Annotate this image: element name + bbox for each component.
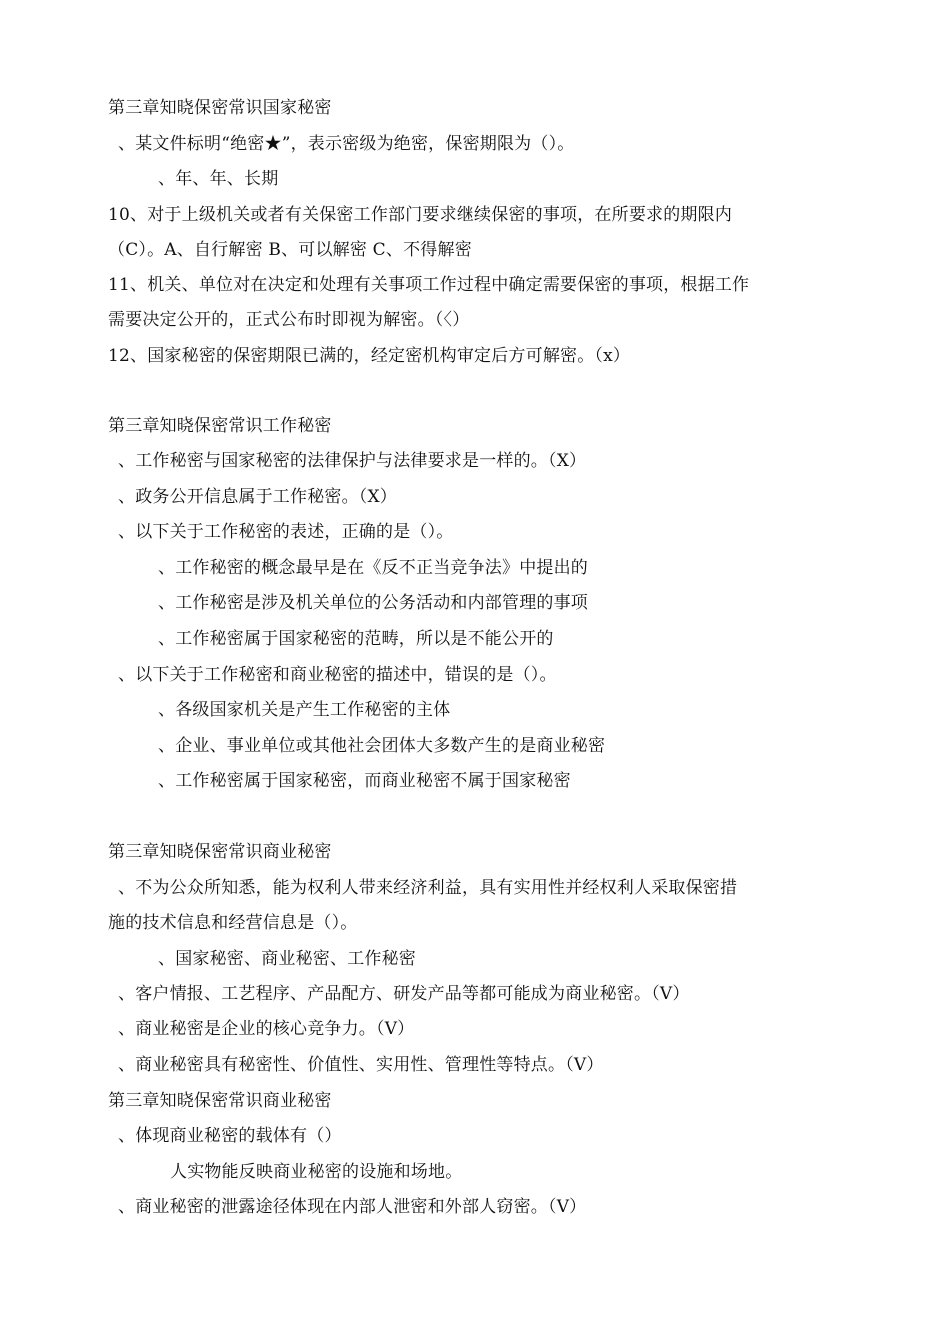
section-heading: 第三章知晓保密常识工作秘密 xyxy=(108,416,332,436)
option-line: 、工作秘密属于国家秘密的范畴，所以是不能公开的 xyxy=(158,629,554,649)
option-line: 、企业、事业单位或其他社会团体大多数产生的是商业秘密 xyxy=(158,736,606,756)
question-line: 施的技术信息和经营信息是（）。 xyxy=(108,913,358,933)
section-heading: 第三章知晓保密常识国家秘密 xyxy=(108,98,332,118)
section-heading: 第三章知晓保密常识商业秘密 xyxy=(108,1091,332,1111)
question-line: 、政务公开信息属于工作秘密。（X） xyxy=(118,487,398,507)
section-heading: 第三章知晓保密常识商业秘密 xyxy=(108,842,332,862)
question-line: 、体现商业秘密的载体有（） xyxy=(118,1126,342,1146)
question-line: 、客户情报、工艺程序、产品配方、研发产品等都可能成为商业秘密。（V） xyxy=(118,984,690,1004)
question-line: 12、国家秘密的保密期限已满的，经定密机构审定后方可解密。（x） xyxy=(108,346,631,366)
option-line: 、工作秘密的概念最早是在《反不正当竞争法》中提出的 xyxy=(158,558,588,578)
option-line: 、各级国家机关是产生工作秘密的主体 xyxy=(158,700,451,720)
question-line: 10、对于上级机关或者有关保密工作部门要求继续保密的事项，在所要求的期限内 xyxy=(108,205,733,225)
question-line: 11、机关、单位对在决定和处理有关事项工作过程中确定需要保密的事项，根据工作 xyxy=(108,275,750,295)
question-line: 、以下关于工作秘密和商业秘密的描述中，错误的是（）。 xyxy=(118,665,557,685)
question-line: 、不为公众所知悉，能为权利人带来经济利益，具有实用性并经权利人采取保密措 xyxy=(118,878,738,898)
question-line: 、工作秘密与国家秘密的法律保护与法律要求是一样的。（X） xyxy=(118,451,587,471)
option-line: 、工作秘密属于国家秘密，而商业秘密不属于国家秘密 xyxy=(158,771,571,791)
question-line: 需要决定公开的，正式公布时即视为解密。（〈） xyxy=(108,310,470,330)
option-line: 、年、年、长期 xyxy=(158,169,279,189)
question-line: 、以下关于工作秘密的表述，正确的是（）。 xyxy=(118,522,454,542)
option-line: 、工作秘密是涉及机关单位的公务活动和内部管理的事项 xyxy=(158,593,588,613)
option-line: 人实物能反映商业秘密的设施和场地。 xyxy=(170,1162,463,1182)
option-line: 、国家秘密、商业秘密、工作秘密 xyxy=(158,949,416,969)
question-line: 、某文件标明“绝密★”，表示密级为绝密，保密期限为（）。 xyxy=(118,134,575,154)
question-line: 、商业秘密具有秘密性、价值性、实用性、管理性等特点。（V） xyxy=(118,1055,604,1075)
question-line: 、商业秘密的泄露途径体现在内部人泄密和外部人窃密。（V） xyxy=(118,1197,587,1217)
question-line: （C）。A、自行解密 B、可以解密 C、不得解密 xyxy=(108,240,472,260)
question-line: 、商业秘密是企业的核心竞争力。（V） xyxy=(118,1019,415,1039)
